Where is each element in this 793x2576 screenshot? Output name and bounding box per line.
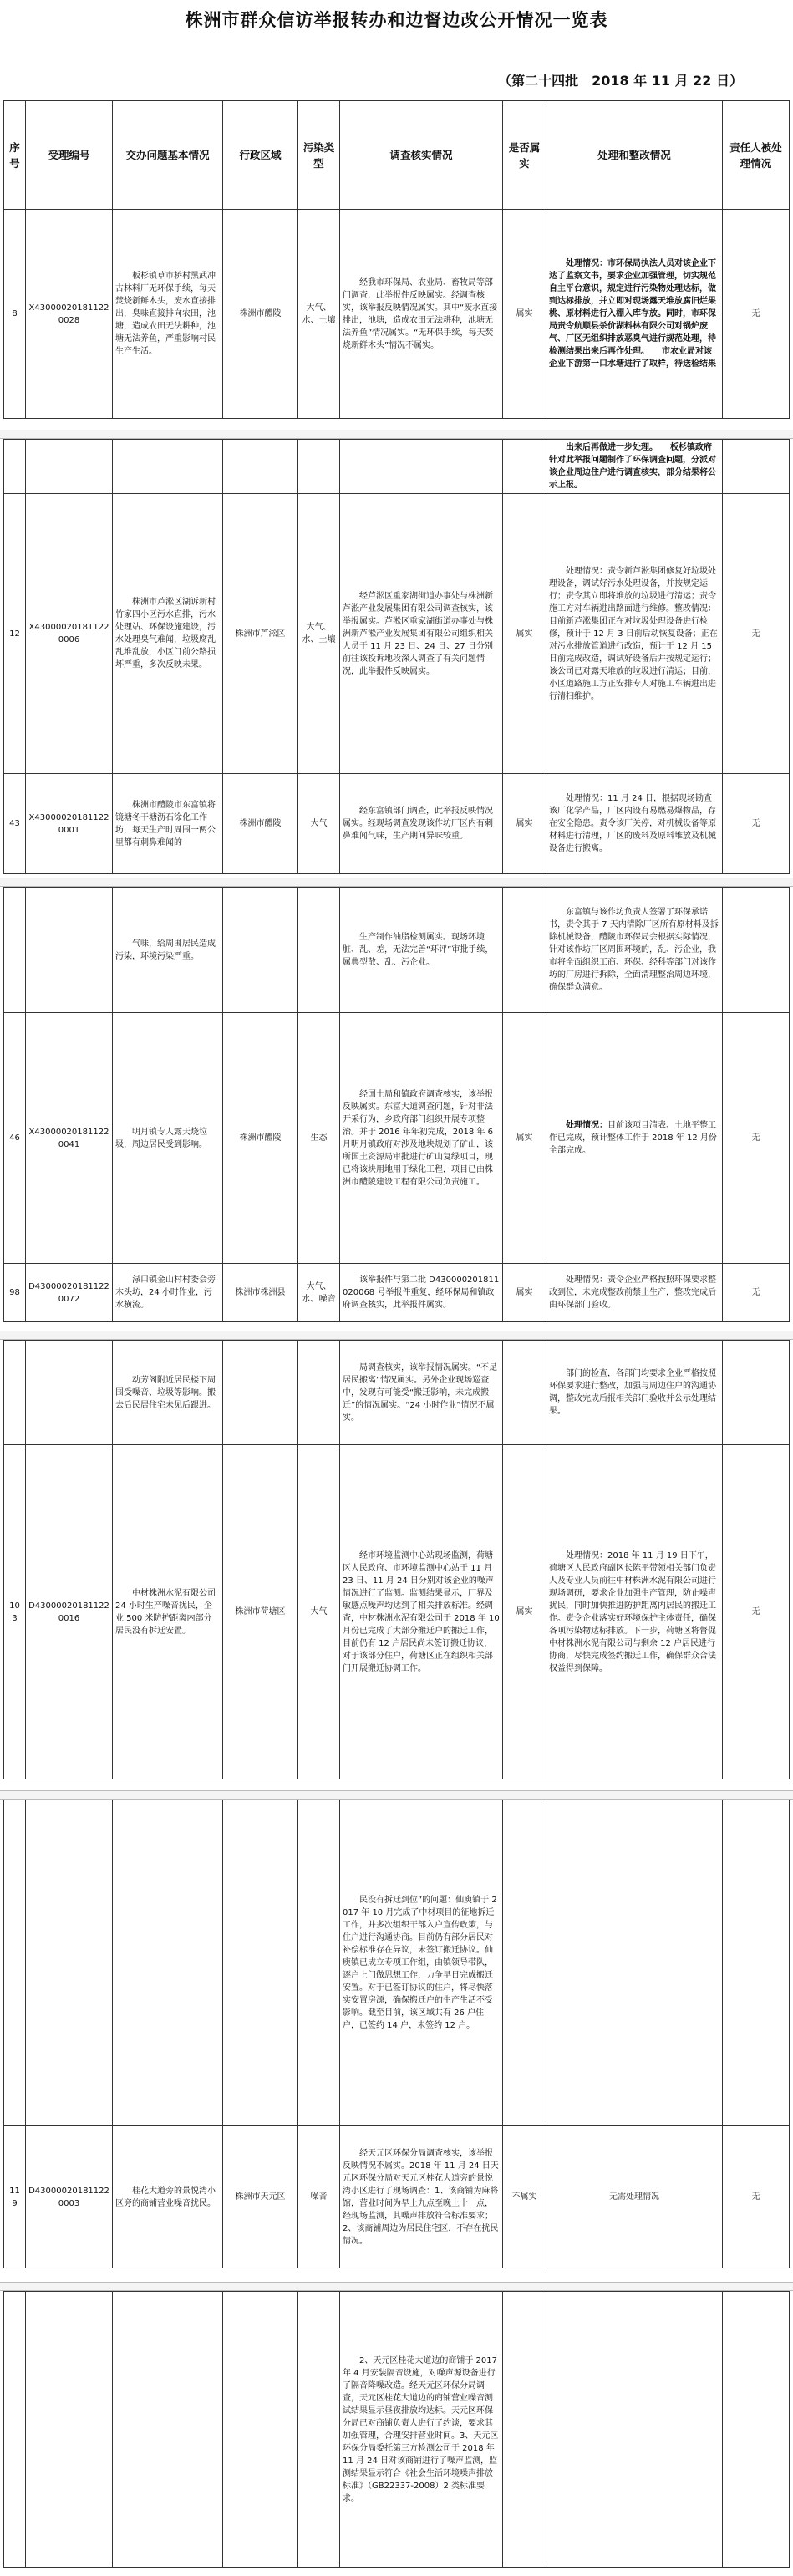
cell-region: 株洲市荷塘区 [223,1445,298,1779]
table-row [4,888,790,1013]
cell-true: 属实 [503,1013,546,1264]
cell-type: 大气 [298,774,340,874]
report-table [3,2291,790,2568]
cell-true: 属实 [503,1445,546,1779]
table-segment [3,2291,789,2568]
cell-handle: 处理情况：责令新芦淞集团修复好垃圾处理设备，调试好污水处理设备，并按规定运行；责令其立即将堆放的垃圾进行清运；责令施工方对车辆进出路面进行维修。整改情况：目前新芦淞集团正在对垃圾处理设备进行检修，预计于 12 月 3 日前后动恢复设备；正在对污水排放管道进行改造，预计于 12 月 15 日前完成改造，调试好设备后并按规定运行；该公司已对露天堆放的垃圾进行清运；目前，小区道路施工方正安排专人对施工车辆进出进行清扫维护。 [546,494,723,774]
cell-issue: 渌口镇金山村村委会旁木头坊，24 小时作业，污水横流。 [113,1264,223,1322]
cell-survey: 经市环境监测中心站现场监测，荷塘区人民政府、市环境监测中心站于 11 月 23 日、11 月 24 日分别对该企业的噪声情况进行了监测。监测结果显示，厂界及敏感点噪声均达到了相关排放标准。经调查，中材株洲水泥有限公司于 2018 年 10 月份已完成了大部分搬迁户的搬迁工作，目前仍有 12 户居民尚未签订搬迁协议，对于该部分住户，荷塘区正在组织相关部门开展搬迁协调工作。 [340,1445,503,1779]
header-code: 受理编号 [26,101,113,210]
cell-no: 8 [4,210,26,419]
cell-handle: 处理情况：市环保局执法人员对该企业下达了监察文书，要求企业加强管理，切实规范自主平台意识，规定进行污染物处理达标，做到达标排放，并立即对现场露天堆放腐旧烂果桃、原材料进行入棚入库存放。同时，市环保局责令航顺县杀价湖料林有限公司对锅炉废气、厂区无组织排放恶臭气进行规范处理，待检测结果出来后再作处理。 市农业局对该企业下游第一口水塘进行了取样，待送检结果 [546,210,723,419]
cell-true: 属实 [503,494,546,774]
cell-no: 12 [4,494,26,774]
cell-no: 43 [4,774,26,874]
cell-handle: 出来后再做进一步处理。 板杉镇政府针对此举报问题制作了环保调查问题，分派对该企业周边住户进行调查核实，部分结果将公示上报。 [546,440,723,494]
cell-handle: 处理情况：2018 年 11 月 19 日下午，荷塘区人民政府副区长陈平带领相关部门负责人及专业人员前往中材株洲水泥有限公司进行现场调研，要求企业加强生产管理，防止噪声扰民，同时加快推进防护距离内居民的搬迁工作。责令企业落实好环境保护主体责任，确保各项污染物达标排放。下一步，荷塘区将督促中材株洲水泥有限公司与剩余 12 户居民进行协商，尽快完成签约搬迁工作，确保群众合法权益得到保障。 [546,1445,723,1779]
cell-issue: 动芳阁附近居民楼下周围受噪音、垃圾等影响。搬去后民居住宅未见后跟进。 [113,1341,223,1445]
page-break [0,1790,793,1800]
batch-subtitle: （第二十四批 2018 年 11 月 22 日） [498,73,743,89]
table-row [4,440,790,494]
cell-issue: 株洲市芦淞区湖诉新村竹家四小区污水直排，污水处理站、环保设施建设，污水处理臭气难闻，垃圾腐乱乱堆乱放，小区门前公路损坏严重，多次反映未果。 [113,494,223,774]
cell-issue: 明月镇专人露天烧垃圾，周边居民受到影响。 [113,1013,223,1264]
cell-handle: 处理情况：11 月 24 日，根据现场勘查该厂化学产品，厂区内设有易燃易爆物品，存在安全隐患。责令该厂关停，对机械设备等原材料进行清理，厂区的废料及原料堆放及机械设备进行搬离。 [546,774,723,874]
cell-type: 大气、水、土壤 [298,494,340,774]
cell-issue: 桂花大道旁的景悦湾小区旁的商铺营业噪音扰民。 [113,2126,223,2268]
cell-survey: 经东富镇部门调查，此举报反映情况属实。经现场调查发现该作坊厂区内有刺鼻难闻气味，生产期间异味较重。 [340,774,503,874]
cell-code: D430000201811220016 [26,1445,113,1779]
report-table [3,439,790,874]
cell-survey: 生产制作油脂检测属实。现场环境脏、乱、差，无法完善“环评”审批手续，属典型散、乱、污企业。 [340,888,503,1013]
report-table [3,887,790,1322]
report-table [3,1800,790,2268]
page-break [0,1331,793,1340]
cell-issue: 板杉镇草市桥村黑武冲古林料厂无环保手续，每天焚烧新鲜木头，废水直接排出，臭味直接排向农田，池塘，造成农田无法耕种，池塘无法养鱼，严重影响村民生产生活。 [113,210,223,419]
cell-handle: 部门的检查，各部门均要求企业严格按照环保要求进行整改，加强与周边住户的沟通协调，整改完成后报相关部门验收并公示处理结果。 [546,1341,723,1445]
cell-type: 大气、水、土壤 [298,210,340,419]
cell-issue: 株洲市醴陵市东富镇将镜塘冬干塘沥石涂化工作坊，每天生产时周围一两公里都有刺鼻难闻的 [113,774,223,874]
cell-handle: 无需处理情况 [546,2126,723,2268]
cell-resp: 无 [723,1013,790,1264]
cell-code: X430000201811220041 [26,1013,113,1264]
cell-region: 株洲市株洲县 [223,1264,298,1322]
cell-code: D430000201811220072 [26,1264,113,1322]
report-table [3,1340,790,1779]
table-row [4,1445,790,1779]
page-break [0,430,793,439]
table-header-row [4,101,790,210]
cell-handle: 东富镇与该作坊负责人签署了环保承诺书，责令其于 7 天内清除厂区所有原材料及拆除机械设备，醴陵市环保局会根据实际情况，针对该作坊厂区周围环境的，乱、污企业，我市将全面组织工商、环保、经科等部门对该作坊的厂房进行拆除，全面清理整治周边环境，确保群众满意。 [546,888,723,1013]
cell-region: 株洲市醴陵 [223,210,298,419]
table-row [4,1800,790,2126]
cell-survey: 2、天元区桂花大道边的商铺于 2017 年 4 月安装隔音设施，对噪声源设备进行了隔音降噪改造。经天元区环保分局调查，天元区桂花大道边的商铺营业噪音测试结果显示昼夜排放均达标。天元区环保分局已对商铺负责人进行了约谈，要求其加强管理，合理安排营业时间。3、天元区环保分局委托第三方检测公司于 2018 年 11 月 24 日对该商铺进行了噪声监测，监测结果显示符合《社会生活环境噪声排放标准》（GB22337-2008）2 类标准要求。 [340,2292,503,2568]
report-table [3,100,790,419]
table-row [4,2292,790,2568]
cell-no: 119 [4,2126,26,2268]
table-segment [3,100,789,419]
cell-code: X430000201811220028 [26,210,113,419]
cell-survey: 经天元区环保分局调查核实，该举报反映情况不属实。2018 年 11 月 24 日天元区环保分局对天元区桂花大道旁的景悦湾小区进行了现场调查：1、该商铺为麻将馆，营业时间为早上九点至晚上十一点，经现场监测，其噪声排放符合标准要求；2、该商铺周边为居民住宅区，不存在扰民情况。 [340,2126,503,2268]
cell-type: 大气 [298,1445,340,1779]
cell-type: 大气、水、噪音 [298,1264,340,1322]
table-row [4,210,790,419]
cell-resp: 无 [723,1264,790,1322]
header-region: 行政区域 [223,101,298,210]
page-title: 株洲市群众信访举报转办和边督边改公开情况一览表 [185,10,608,30]
cell-resp: 无 [723,210,790,419]
cell-survey: 经国土局和镇政府调查核实，该举报反映属实。东富大道调查问题，针对非法开采行为，乡政府部门组织开展专项整治。并于 2016 年年初完成，2018 年 6 月明月镇政府对涉及地块规划了矿山，该所国土资源局审批进行矿山复绿项目，现已将该块用地用于绿化工程，项目已由株洲市醴陵建设工程有限公司负责施工。 [340,1013,503,1264]
cell-code: D430000201811220003 [26,2126,113,2268]
table-row [4,494,790,774]
cell-true: 不属实 [503,2126,546,2268]
cell-survey: 民没有拆迁到位”的问题：仙庾镇于 2017 年 10 月完成了中材项目的征地拆迁工作，并多次组织干部入户宣传政策，与住户进行沟通协商。目前仍有部分居民对补偿标准存在异议，未签订搬迁协议。仙庾镇已成立专项工作组，由镇领导带队，逐户上门做思想工作，力争早日完成搬迁安置。对于已签订协议的住户，将尽快落实安置房源，确保搬迁户的生产生活不受影响。截至目前，该区域共有 26 户住户，已签约 14 户，未签约 12 户。 [340,1800,503,2126]
table-segment [3,439,789,874]
cell-true: 属实 [503,774,546,874]
handle-label: 处理情况： [566,1121,607,1130]
header-survey: 调查核实情况 [340,101,503,210]
cell-type: 生态 [298,1013,340,1264]
table-row [4,774,790,874]
cell-survey: 经芦淞区重家湖街道办事处与株洲新芦淞产业发展集团有限公司调查核实，该举报属实。芦淞区重家湖街道办事处与株洲新芦淞产业发展集团有限公司组织相关人员于 11 月 23 日、24 日、27 日分别前往该投诉地段深入调查了有关问题情况，此举报件反映属实。 [340,494,503,774]
cell-handle [546,1013,723,1264]
cell-handle: 处理情况：责令企业严格按照环保要求整改到位，未完成整改前禁止生产，整改完成后由环保部门验收。 [546,1264,723,1322]
handle-text: 目前该项目清表、土地平整工作已完成，预计整体工作于 2018 年 12 月份全部完成。 [549,1121,717,1155]
cell-survey: 局调查核实，该举报情况属实。“不足居民搬离”情况属实。另外企业现场巡查中，发现有可能受“搬迁影响，未完成搬迁”的情况属实。“24 小时作业”情况不属实。 [340,1341,503,1445]
header-type: 污染类型 [298,101,340,210]
table-row [4,1341,790,1445]
cell-region: 株洲市芦淞区 [223,494,298,774]
header-resp: 责任人被处理情况 [723,101,790,210]
cell-resp: 无 [723,2126,790,2268]
table-row [4,2126,790,2268]
cell-no: 98 [4,1264,26,1322]
cell-region: 株洲市醴陵 [223,1013,298,1264]
cell-survey: 该举报件与第二批 D430000201811020068 号举报件重复，经环保局和镇政府调查核实，此举报件属实。 [340,1264,503,1322]
cell-survey: 经我市环保局、农业局、畜牧局等部门调查，此举报件反映属实。经调查核实，该举报反映情况属实。其中“废水直接排出，池塘，造成农田无法耕种，池塘无法养鱼”情况属实。“无环保手续，每天焚烧新鲜木头”情况不属实。 [340,210,503,419]
cell-issue: 中材株洲水泥有限公司 24 小时生产噪音扰民，企业 500 米防护距离内部分居民没有拆迁安置。 [113,1445,223,1779]
cell-no: 46 [4,1013,26,1264]
table-segment [3,1800,789,2268]
cell-no: 103 [4,1445,26,1779]
cell-true: 属实 [503,1264,546,1322]
header-true: 是否属实 [503,101,546,210]
cell-true: 属实 [503,210,546,419]
page-break [0,2282,793,2291]
table-row [4,1013,790,1264]
cell-resp: 无 [723,1445,790,1779]
page-break [0,878,793,887]
cell-resp: 无 [723,494,790,774]
cell-region: 株洲市天元区 [223,2126,298,2268]
cell-region: 株洲市醴陵 [223,774,298,874]
cell-issue: 气味，给周围居民造成污染，环境污染严重。 [113,888,223,1013]
cell-resp: 无 [723,774,790,874]
header-issue: 交办问题基本情况 [113,101,223,210]
table-segment [3,887,789,1322]
header-handle: 处理和整改情况 [546,101,723,210]
table-row [4,1264,790,1322]
cell-code: X430000201811220006 [26,494,113,774]
header-no: 序号 [4,101,26,210]
cell-type: 噪音 [298,2126,340,2268]
cell-code: X430000201811220001 [26,774,113,874]
table-segment [3,1340,789,1779]
